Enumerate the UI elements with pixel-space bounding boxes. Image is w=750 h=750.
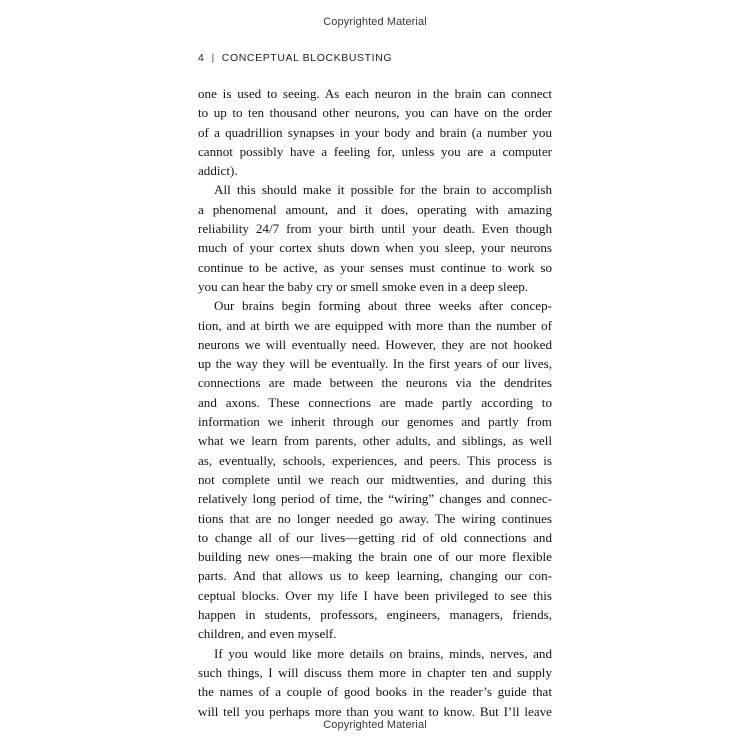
paragraph [198,296,552,643]
text-line: one is used to seeing. As each neuron in the brain can connect [198,86,552,101]
text-line: ceptual blocks. Over my life I have been privileged to see this [198,587,552,603]
text-line: as, eventually, schools, experiences, and peers. This process is [198,452,552,468]
text-line: will tell you perhaps more than you want to know. But I’ll leave [198,703,552,719]
text-line: building new ones—making the brain one of our more flexible [198,549,552,565]
text-line: relatively long period of time, the “wiring” changes and connec- [198,491,552,507]
text-line: connections are made between the neurons via the dendrites [198,375,552,391]
page-number: 4 [198,52,205,64]
text-line: Our brains begin forming about three weeks after concep- [214,298,552,314]
text-line: cannot possibly have a feeling for, unless you are a computer [198,143,552,159]
text-line: up the way they will be eventually. In the first years of our lives, [198,356,552,372]
text-line: All this should make it possible for the brain to accomplish [214,182,552,198]
paragraph [198,644,552,721]
text-line: tion, and at birth we are equipped with more than the number of [198,317,552,333]
text-line: tions that are no longer needed go away. The wiring continues [198,510,552,526]
text-line: and axons. These connections are made partly according to [198,394,552,410]
text-line: to up to ten thousand other neurons, you can have on the order [198,105,552,121]
text-line: continue to be active, as your senses must continue to work so [198,259,552,275]
paragraph [198,84,552,180]
text-line: addict). [198,163,238,179]
running-head-separator: | [211,52,215,64]
running-head [198,52,392,64]
copyright-watermark-top: Copyrighted Material [323,16,427,28]
text-line: to change all of our lives—getting rid of old connections and [198,529,552,545]
text-line: you can hear the baby cry or smell smoke even in a deep sleep. [198,278,529,294]
text-line: parts. And that allows us to keep learning, changing our con- [198,568,552,584]
text-line: children, and even myself. [198,626,337,642]
text-line: the names of a couple of good books in the reader’s guide that [198,684,552,700]
chapter-title: CONCEPTUAL BLOCKBUSTING [221,52,393,64]
text-line: reliability 24/7 from your birth until your death. Even though [198,221,552,237]
text-line: neurons we will eventually need. However, they are not hooked [198,336,552,352]
text-line: happen in students, professors, engineers, managers, friends, [198,607,552,623]
text-line: what we learn from parents, other adults, and siblings, as well [198,433,552,449]
text-line: If you would like more details on brains, minds, nerves, and [214,645,552,661]
text-line: of a quadrillion synapses in your body and brain (a number you [198,124,552,140]
text-line: such things, I will discuss them more in chapter ten and supply [198,664,552,680]
paragraph [198,180,552,296]
text-line: information we inherit through our genomes and partly from [198,414,552,430]
text-line: a phenomenal amount, and it does, operating with amazing [198,201,552,217]
text-line: not complete until we reach our midtwenties, and during this [198,471,552,487]
body-text [198,84,552,721]
copyright-watermark-bottom: Copyrighted Material [323,719,427,731]
text-line: much of your cortex shuts down when you sleep, your neurons [198,240,552,256]
